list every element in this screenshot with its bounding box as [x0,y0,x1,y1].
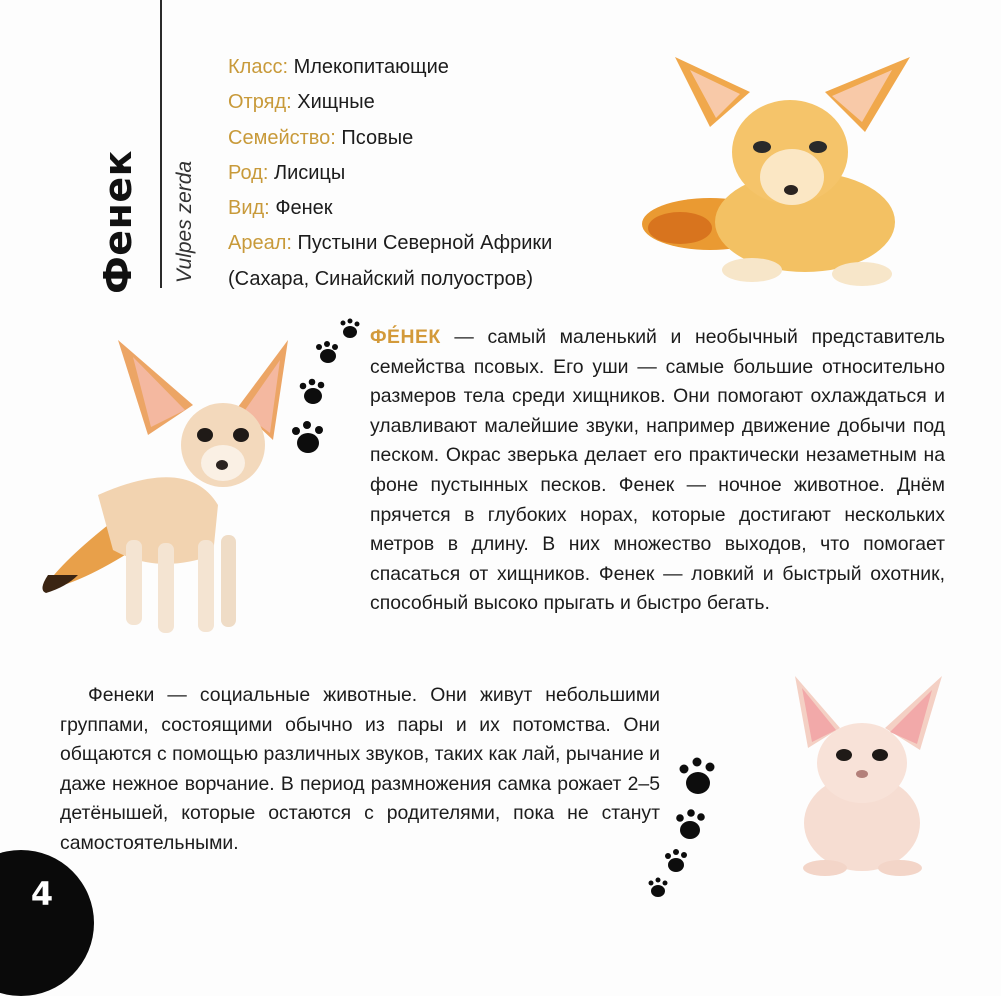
taxonomy-row: Класс: Млекопитающие [228,56,449,78]
paw-icon [341,319,360,339]
taxonomy-row: Вид: Фенек [228,197,333,220]
page-number: 4 [30,875,54,913]
taxonomy-row: Ареал: Пустыни Северной Африки [228,232,553,255]
lead-word: ФЕ́НЕК [370,326,441,348]
page-number-badge [0,850,94,996]
description-paragraph [370,323,945,619]
taxonomy-continuation: (Сахара, Синайский полуостров) [228,267,534,290]
paw-icon [316,341,338,363]
description-text: — самый маленький и необычный представитель семейства псовых. Его уши — самые большие относительно размеров тела среди хищников. Они помогают охлаждаться и улавливают малейшие звуки, например движение добычи под песком. Окрас зверька делает его практически незаметным на фоне пустынных песков. Фенек — ночное животное. Днём прячется в глубоких норах, которые достигают нескольких метров в длину. В них множество выходов, что помогает спасаться от хищников. Фенек — ловкий и быстрый охотник, способный высоко прыгать и быстро бегать. [370,326,945,615]
taxonomy-row: Отряд: Хищные [228,91,375,114]
paw-icon [292,421,323,453]
paw-prints-top [288,318,368,473]
paw-prints-bottom [640,745,730,905]
page-title-text: Фенек [96,150,140,294]
taxonomy-list [228,50,648,297]
fennec-standing-image [38,335,293,645]
page-title [78,152,158,292]
fennec-lying-image [640,52,920,297]
taxonomy-row: Род: Лисицы [228,161,346,184]
paw-icon [680,758,715,795]
title-divider [160,0,162,288]
paw-icon [300,379,325,404]
latin-name-text: Vulpes zerda [173,160,196,284]
latin-name [168,158,202,286]
paw-icon [665,849,687,872]
social-paragraph: Фенеки — социальные животные. Они живут небольшими группами, состоящими обычно из пары и их потомства. Они общаются с помощью различных звуков, таких как лай, рычание и даже нежное ворчание. В период размножения самка рожает 2–5 детёнышей, которые остаются с родителями, пока не станут самостоятельными. [60,684,660,854]
fennec-cub-image [770,668,955,878]
taxonomy-row: Семейство: Псовые [228,126,414,149]
paw-icon [676,809,705,839]
paw-icon [649,878,668,898]
